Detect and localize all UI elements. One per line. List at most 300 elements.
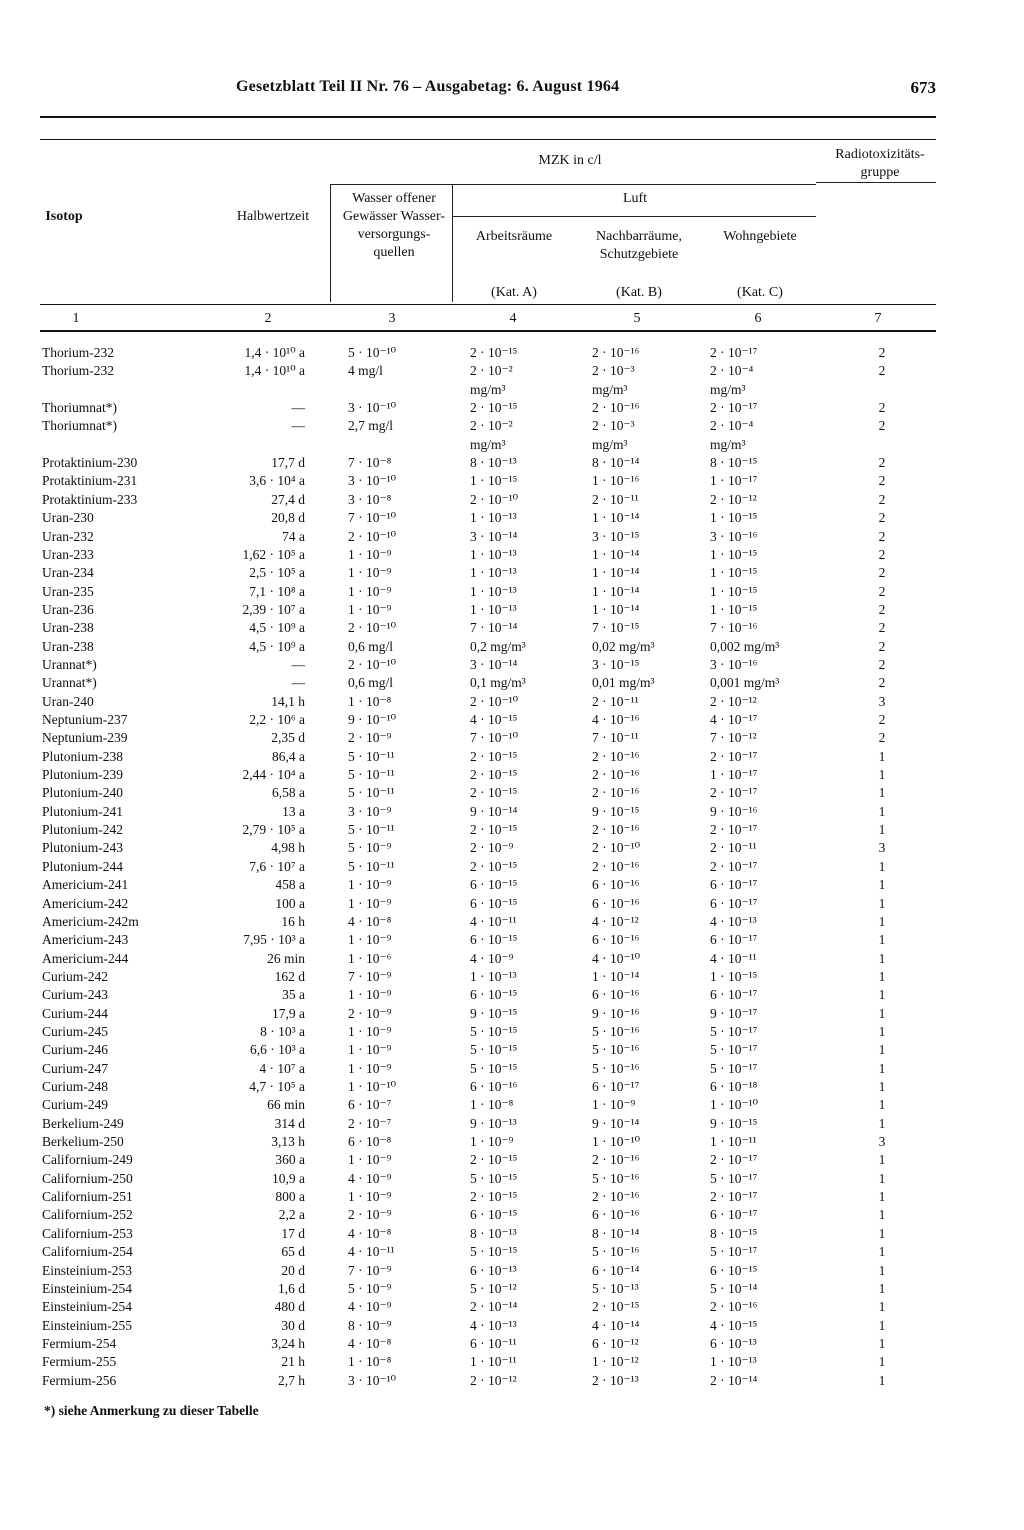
isotope-cell: Californium-249 bbox=[42, 1152, 133, 1168]
col-num-3: 3 bbox=[388, 311, 396, 326]
isotope-cell: Uran-234 bbox=[42, 565, 94, 581]
table-row bbox=[0, 1262, 1024, 1280]
kat-b-cell: 2 · 10⁻¹⁵ bbox=[592, 1299, 640, 1315]
group-cell: 1 bbox=[878, 1280, 886, 1296]
air-rule bbox=[452, 216, 816, 217]
group-cell: 2 bbox=[878, 363, 886, 379]
col-num-1: 1 bbox=[72, 311, 80, 326]
table-row bbox=[0, 381, 1024, 399]
table-row bbox=[0, 344, 1024, 362]
water-cell: 1 · 10⁻⁹ bbox=[348, 546, 392, 562]
table-row bbox=[0, 509, 1024, 527]
water-cell: 1 · 10⁻⁹ bbox=[348, 877, 392, 893]
kat-b-cell: 2 · 10⁻¹¹ bbox=[592, 491, 639, 507]
kat-c-cell: 6 · 10⁻¹³ bbox=[710, 1335, 757, 1351]
kat-c-cell: 5 · 10⁻¹⁷ bbox=[710, 1244, 758, 1260]
half-life-cell: — bbox=[291, 656, 305, 672]
group-cell: 1 bbox=[878, 1189, 886, 1205]
isotope-cell: Californium-252 bbox=[42, 1207, 133, 1223]
isotope-cell: Plutonium-239 bbox=[42, 767, 124, 783]
kat-b-cell: 1 · 10⁻¹⁴ bbox=[592, 968, 640, 984]
kat-c-cell: 4 · 10⁻¹³ bbox=[710, 913, 757, 929]
water-cell: 1 · 10⁻⁸ bbox=[348, 693, 392, 709]
kat-b-cell: 1 · 10⁻¹⁶ bbox=[592, 473, 640, 489]
kat-b-cell: 2 · 10⁻¹⁶ bbox=[592, 1189, 640, 1205]
kat-b-cell: 9 · 10⁻¹⁵ bbox=[592, 803, 640, 819]
kat-a-cell: 0,1 mg/m³ bbox=[470, 675, 526, 691]
group-cell: 1 bbox=[878, 1372, 886, 1388]
group-cell: 1 bbox=[878, 1244, 886, 1260]
kat-c-cell: 6 · 10⁻¹⁷ bbox=[710, 932, 758, 948]
isotope-cell: Neptunium-239 bbox=[42, 730, 128, 746]
kat-b-cell: 5 · 10⁻¹⁶ bbox=[592, 1060, 640, 1076]
table-row bbox=[0, 895, 1024, 913]
kat-a-cell: 6 · 10⁻¹⁵ bbox=[470, 895, 518, 911]
isotope-cell: Curium-248 bbox=[42, 1079, 108, 1094]
kat-b-cell: 4 · 10⁻¹⁴ bbox=[592, 1317, 640, 1333]
group-cell: 2 bbox=[878, 400, 886, 416]
kat-b-cell: 6 · 10⁻¹⁶ bbox=[592, 987, 640, 1003]
kat-c-cell: 2 · 10⁻¹² bbox=[710, 693, 757, 709]
kat-b-cell: 9 · 10⁻¹⁶ bbox=[592, 1005, 640, 1021]
kat-a-cell: 6 · 10⁻¹⁵ bbox=[470, 932, 518, 948]
isotope-cell: Americium-242 bbox=[42, 895, 129, 911]
group-cell: 2 bbox=[878, 583, 886, 599]
table-row bbox=[0, 472, 1024, 490]
kat-c-cell: 6 · 10⁻¹⁷ bbox=[710, 877, 758, 893]
kat-a-cell: 6 · 10⁻¹⁵ bbox=[470, 877, 518, 893]
water-cell: 7 · 10⁻⁹ bbox=[348, 1262, 392, 1278]
kat-b-cell: mg/m³ bbox=[592, 381, 628, 397]
half-life-cell: 458 a bbox=[275, 877, 305, 893]
kat-c-cell: 2 · 10⁻¹⁷ bbox=[710, 1152, 758, 1168]
table-row bbox=[0, 711, 1024, 729]
half-life-cell: 4,5 · 10⁹ a bbox=[249, 638, 305, 654]
col-head-kat-b: (Kat. B) bbox=[616, 285, 662, 300]
group-cell: 1 bbox=[878, 1317, 886, 1333]
group-cell: 1 bbox=[878, 785, 886, 801]
group-cell: 1 bbox=[878, 1097, 886, 1113]
half-life-cell: 6,6 · 10³ a bbox=[249, 1042, 305, 1058]
group-cell: 1 bbox=[878, 1005, 886, 1021]
kat-b-cell: 7 · 10⁻¹⁵ bbox=[592, 620, 640, 636]
kat-a-cell: 7 · 10⁻¹⁰ bbox=[470, 730, 519, 746]
water-cell: 3 · 10⁻⁹ bbox=[348, 803, 392, 819]
kat-c-cell: 5 · 10⁻¹⁴ bbox=[710, 1280, 758, 1296]
kat-c-cell: 4 · 10⁻¹⁵ bbox=[710, 1317, 758, 1333]
water-cell: 1 · 10⁻¹⁰ bbox=[348, 1079, 397, 1094]
group-cell: 2 bbox=[878, 620, 886, 636]
kat-a-cell: 2 · 10⁻¹⁰ bbox=[470, 693, 519, 709]
isotope-cell: Uran-238 bbox=[42, 620, 94, 636]
kat-c-cell: 9 · 10⁻¹⁷ bbox=[710, 1005, 758, 1021]
header-title: Gesetzblatt Teil II Nr. 76 – Ausgabetag: 6. August 1964 bbox=[236, 78, 620, 95]
kat-a-cell: 2 · 10⁻² bbox=[470, 363, 513, 379]
kat-b-cell: 5 · 10⁻¹⁶ bbox=[592, 1042, 640, 1058]
half-life-cell: 2,7 h bbox=[278, 1372, 305, 1388]
kat-a-cell: 1 · 10⁻¹³ bbox=[470, 565, 517, 581]
kat-a-cell: 1 · 10⁻⁸ bbox=[470, 1097, 514, 1113]
kat-a-cell: 9 · 10⁻¹⁴ bbox=[470, 803, 518, 819]
col-head-neighbor: Nachbarräume, Schutzgebiete bbox=[596, 229, 682, 262]
water-cell: 5 · 10⁻¹¹ bbox=[348, 785, 395, 801]
numbers-bottom-rule bbox=[40, 330, 936, 332]
table-row bbox=[0, 528, 1024, 546]
half-life-cell: 2,44 · 10⁴ a bbox=[242, 767, 305, 783]
group-cell: 1 bbox=[878, 1170, 886, 1186]
kat-c-cell: 9 · 10⁻¹⁵ bbox=[710, 1115, 758, 1131]
table-row bbox=[0, 1005, 1024, 1023]
group-cell: 2 bbox=[878, 565, 886, 581]
half-life-cell: 3,13 h bbox=[271, 1134, 305, 1150]
kat-a-cell: 6 · 10⁻¹⁵ bbox=[470, 1207, 518, 1223]
kat-b-cell: 1 · 10⁻⁹ bbox=[592, 1097, 636, 1113]
isotope-cell: Uran-230 bbox=[42, 510, 94, 526]
kat-c-cell: 3 · 10⁻¹⁶ bbox=[710, 528, 758, 544]
isotope-cell: Thorium-232 bbox=[42, 345, 114, 360]
kat-b-cell: 1 · 10⁻¹⁴ bbox=[592, 510, 640, 526]
isotope-cell: Californium-254 bbox=[42, 1244, 133, 1260]
table-row bbox=[0, 417, 1024, 435]
half-life-cell: 1,4 · 10¹⁰ a bbox=[244, 363, 305, 379]
group-cell: 1 bbox=[878, 877, 886, 893]
water-cell: 1 · 10⁻⁹ bbox=[348, 601, 392, 617]
kat-c-cell: 4 · 10⁻¹¹ bbox=[710, 950, 757, 966]
water-cell: 1 · 10⁻⁹ bbox=[348, 1189, 392, 1205]
kat-c-cell: 2 · 10⁻¹⁷ bbox=[710, 748, 758, 764]
group-cell: 1 bbox=[878, 950, 886, 966]
col-head-work: Arbeitsräume bbox=[475, 229, 553, 244]
kat-a-cell: 2 · 10⁻¹⁵ bbox=[470, 767, 518, 783]
water-cell: 2 · 10⁻⁹ bbox=[348, 1005, 392, 1021]
table-row bbox=[0, 693, 1024, 711]
water-cell: 5 · 10⁻⁹ bbox=[348, 1280, 392, 1296]
table-row bbox=[0, 1078, 1024, 1096]
kat-a-cell: 3 · 10⁻¹⁴ bbox=[470, 528, 518, 544]
kat-b-cell: 2 · 10⁻¹⁶ bbox=[592, 785, 640, 801]
half-life-cell: 3,24 h bbox=[271, 1335, 305, 1351]
water-cell: 1 · 10⁻⁹ bbox=[348, 583, 392, 599]
kat-b-cell: 0,01 mg/m³ bbox=[592, 675, 655, 691]
kat-c-cell: 1 · 10⁻¹⁵ bbox=[710, 601, 758, 617]
half-life-cell: 162 d bbox=[274, 968, 305, 984]
group-cell: 2 bbox=[878, 491, 886, 507]
kat-c-cell: 0,001 mg/m³ bbox=[710, 675, 780, 691]
half-life-cell: — bbox=[291, 418, 305, 434]
half-life-cell: 14,1 h bbox=[271, 693, 305, 709]
group-cell: 1 bbox=[878, 1335, 886, 1351]
isotope-cell: Curium-246 bbox=[42, 1042, 108, 1058]
half-life-cell: 66 min bbox=[267, 1097, 305, 1113]
water-cell: 1 · 10⁻⁹ bbox=[348, 1152, 392, 1168]
half-life-cell: 800 a bbox=[275, 1189, 305, 1205]
kat-a-cell: 2 · 10⁻¹⁵ bbox=[470, 1189, 518, 1205]
half-life-cell: 17,7 d bbox=[271, 455, 305, 471]
kat-c-cell: 2 · 10⁻¹² bbox=[710, 491, 757, 507]
kat-c-cell: 1 · 10⁻¹⁵ bbox=[710, 546, 758, 562]
kat-c-cell: 6 · 10⁻¹⁷ bbox=[710, 987, 758, 1003]
water-cell: 1 · 10⁻⁶ bbox=[348, 950, 392, 966]
col-num-6: 6 bbox=[754, 311, 762, 326]
isotope-cell: Curium-245 bbox=[42, 1023, 108, 1039]
kat-c-cell: 2 · 10⁻⁴ bbox=[710, 418, 754, 434]
kat-c-cell: 6 · 10⁻¹⁵ bbox=[710, 1262, 758, 1278]
kat-a-cell: 1 · 10⁻¹¹ bbox=[470, 1354, 517, 1370]
isotope-cell: Protaktinium-230 bbox=[42, 455, 138, 471]
water-cell: 1 · 10⁻⁹ bbox=[348, 987, 392, 1003]
table-row bbox=[0, 1023, 1024, 1041]
kat-b-cell: 8 · 10⁻¹⁴ bbox=[592, 455, 640, 471]
page-number: 673 bbox=[910, 78, 936, 97]
col-head-air: Luft bbox=[622, 191, 648, 206]
water-cell: 2,7 mg/l bbox=[348, 418, 394, 434]
water-cell: 4 · 10⁻⁸ bbox=[348, 913, 392, 929]
kat-a-cell: 4 · 10⁻¹⁵ bbox=[470, 712, 518, 727]
table-row bbox=[0, 1225, 1024, 1243]
isotope-cell: Thorium-232 bbox=[42, 363, 114, 379]
half-life-cell: 2,39 · 10⁷ a bbox=[242, 601, 305, 617]
half-life-cell: 30 d bbox=[281, 1317, 305, 1333]
kat-b-cell: 6 · 10⁻¹⁷ bbox=[592, 1079, 640, 1094]
half-life-cell: 4,7 · 10⁵ a bbox=[249, 1079, 305, 1094]
kat-a-cell: 4 · 10⁻⁹ bbox=[470, 950, 514, 966]
table-row bbox=[0, 839, 1024, 857]
table-row bbox=[0, 1041, 1024, 1059]
isotope-cell: Plutonium-242 bbox=[42, 822, 124, 838]
col-head-residential: Wohngebiete bbox=[723, 229, 797, 244]
kat-b-cell: 2 · 10⁻¹⁶ bbox=[592, 400, 640, 416]
kat-a-cell: 5 · 10⁻¹⁵ bbox=[470, 1023, 518, 1039]
kat-a-cell: 1 · 10⁻¹³ bbox=[470, 510, 517, 526]
kat-b-cell: 2 · 10⁻¹⁶ bbox=[592, 1152, 640, 1168]
kat-b-cell: 6 · 10⁻¹⁶ bbox=[592, 932, 640, 948]
kat-b-cell: 2 · 10⁻³ bbox=[592, 418, 635, 434]
water-cell: 4 · 10⁻⁸ bbox=[348, 1335, 392, 1351]
half-life-cell: 100 a bbox=[275, 895, 305, 911]
group-cell: 1 bbox=[878, 1115, 886, 1131]
kat-b-cell: 2 · 10⁻¹⁶ bbox=[592, 345, 640, 360]
kat-a-cell: 7 · 10⁻¹⁴ bbox=[470, 620, 518, 636]
col-head-radiotox: Radiotoxizitäts- gruppe bbox=[835, 147, 925, 180]
group-cell: 1 bbox=[878, 1152, 886, 1168]
isotope-cell: Plutonium-238 bbox=[42, 748, 124, 764]
kat-a-cell: 5 · 10⁻¹⁵ bbox=[470, 1060, 518, 1076]
water-cell: 7 · 10⁻⁸ bbox=[348, 455, 392, 471]
group-cell: 1 bbox=[878, 913, 886, 929]
table-row bbox=[0, 1298, 1024, 1316]
kat-a-cell: 1 · 10⁻¹³ bbox=[470, 968, 517, 984]
water-cell: 2 · 10⁻⁷ bbox=[348, 1115, 392, 1131]
table-row bbox=[0, 1188, 1024, 1206]
isotope-cell: Uran-240 bbox=[42, 693, 94, 709]
kat-c-cell: 2 · 10⁻¹⁶ bbox=[710, 1299, 758, 1315]
isotope-cell: Curium-242 bbox=[42, 968, 108, 984]
col-head-water: Wasser offener Gewässer Wasser- versorgungs- quellen bbox=[342, 191, 446, 260]
kat-b-cell: 6 · 10⁻¹⁶ bbox=[592, 1207, 640, 1223]
isotope-cell: Uran-238 bbox=[42, 638, 94, 654]
kat-a-cell: 3 · 10⁻¹⁴ bbox=[470, 656, 518, 672]
water-cell: 9 · 10⁻¹⁰ bbox=[348, 712, 397, 727]
group-cell: 2 bbox=[878, 601, 886, 617]
half-life-cell: 3,6 · 10⁴ a bbox=[249, 473, 305, 489]
kat-c-cell: 1 · 10⁻¹⁵ bbox=[710, 510, 758, 526]
kat-b-cell: 5 · 10⁻¹³ bbox=[592, 1280, 639, 1296]
col-head-kat-a: (Kat. A) bbox=[491, 285, 537, 300]
kat-a-cell: 6 · 10⁻¹¹ bbox=[470, 1335, 517, 1351]
group-cell: 1 bbox=[878, 748, 886, 764]
kat-b-cell: 9 · 10⁻¹⁴ bbox=[592, 1115, 640, 1131]
kat-c-cell: 6 · 10⁻¹⁷ bbox=[710, 1207, 758, 1223]
table-row bbox=[0, 1335, 1024, 1353]
water-cell: 7 · 10⁻¹⁰ bbox=[348, 510, 397, 526]
kat-b-cell: 2 · 10⁻³ bbox=[592, 363, 635, 379]
table-row bbox=[0, 968, 1024, 986]
table-row bbox=[0, 729, 1024, 747]
group-cell: 1 bbox=[878, 932, 886, 948]
kat-c-cell: 1 · 10⁻¹⁵ bbox=[710, 583, 758, 599]
kat-c-cell: 2 · 10⁻¹¹ bbox=[710, 840, 757, 856]
kat-b-cell: 2 · 10⁻¹³ bbox=[592, 1372, 639, 1388]
isotope-cell: Californium-253 bbox=[42, 1225, 133, 1241]
kat-b-cell: 2 · 10⁻¹⁶ bbox=[592, 858, 640, 874]
isotope-cell: Americium-242m bbox=[42, 913, 139, 929]
half-life-cell: 17 d bbox=[281, 1225, 305, 1241]
water-cell: 4 · 10⁻⁸ bbox=[348, 1225, 392, 1241]
kat-b-cell: 0,02 mg/m³ bbox=[592, 638, 655, 654]
kat-a-cell: 9 · 10⁻¹³ bbox=[470, 1115, 517, 1131]
kat-b-cell: 2 · 10⁻¹⁶ bbox=[592, 822, 640, 838]
group-cell: 1 bbox=[878, 1042, 886, 1058]
water-cell: 2 · 10⁻¹⁰ bbox=[348, 656, 397, 672]
isotope-cell: Thoriumnat*) bbox=[42, 418, 117, 434]
half-life-cell: 6,58 a bbox=[272, 785, 305, 801]
water-cell: 4 · 10⁻¹¹ bbox=[348, 1244, 395, 1260]
kat-a-cell: 8 · 10⁻¹³ bbox=[470, 1225, 517, 1241]
table-row bbox=[0, 876, 1024, 894]
kat-c-cell: 5 · 10⁻¹⁷ bbox=[710, 1060, 758, 1076]
water-cell: 5 · 10⁻¹¹ bbox=[348, 858, 395, 874]
kat-b-cell: 4 · 10⁻¹⁰ bbox=[592, 950, 641, 966]
kat-a-cell: 2 · 10⁻⁹ bbox=[470, 840, 514, 856]
kat-a-cell: 6 · 10⁻¹³ bbox=[470, 1262, 517, 1278]
isotope-cell: Uran-235 bbox=[42, 583, 94, 599]
isotope-cell: Fermium-256 bbox=[42, 1372, 117, 1388]
kat-a-cell: 6 · 10⁻¹⁵ bbox=[470, 987, 518, 1003]
isotope-cell: Fermium-255 bbox=[42, 1354, 117, 1370]
kat-c-cell: 8 · 10⁻¹⁵ bbox=[710, 1225, 758, 1241]
isotope-cell: Californium-250 bbox=[42, 1170, 133, 1186]
group-cell: 2 bbox=[878, 730, 886, 746]
kat-c-cell: 4 · 10⁻¹⁷ bbox=[710, 712, 758, 727]
group-cell: 2 bbox=[878, 638, 886, 654]
group-cell: 1 bbox=[878, 858, 886, 874]
kat-c-cell: 8 · 10⁻¹⁵ bbox=[710, 455, 758, 471]
half-life-cell: — bbox=[291, 400, 305, 416]
table-header bbox=[0, 0, 1024, 340]
table-row bbox=[0, 986, 1024, 1004]
group-cell: 1 bbox=[878, 1023, 886, 1039]
kat-b-cell: 2 · 10⁻¹⁰ bbox=[592, 840, 641, 856]
kat-c-cell: 7 · 10⁻¹² bbox=[710, 730, 757, 746]
group-cell: 2 bbox=[878, 418, 886, 434]
kat-a-cell: 2 · 10⁻¹⁵ bbox=[470, 748, 518, 764]
col-head-kat-c: (Kat. C) bbox=[737, 285, 783, 300]
table-row bbox=[0, 1133, 1024, 1151]
kat-b-cell: 1 · 10⁻¹⁴ bbox=[592, 546, 640, 562]
kat-a-cell: 2 · 10⁻¹⁵ bbox=[470, 858, 518, 874]
kat-c-cell: mg/m³ bbox=[710, 436, 746, 452]
kat-c-cell: 1 · 10⁻¹¹ bbox=[710, 1134, 757, 1150]
kat-c-cell: 2 · 10⁻¹⁷ bbox=[710, 400, 758, 416]
water-cell: 3 · 10⁻⁸ bbox=[348, 491, 392, 507]
water-cell: 1 · 10⁻⁹ bbox=[348, 565, 392, 581]
kat-a-cell: 4 · 10⁻¹³ bbox=[470, 1317, 517, 1333]
half-life-cell: 480 d bbox=[274, 1299, 305, 1315]
kat-b-cell: 4 · 10⁻¹² bbox=[592, 913, 639, 929]
kat-c-cell: 1 · 10⁻¹⁵ bbox=[710, 968, 758, 984]
kat-b-cell: 1 · 10⁻¹⁰ bbox=[592, 1134, 641, 1150]
kat-b-cell: 5 · 10⁻¹⁶ bbox=[592, 1023, 640, 1039]
table-row bbox=[0, 399, 1024, 417]
table-row bbox=[0, 803, 1024, 821]
half-life-cell: 4 · 10⁷ a bbox=[259, 1060, 305, 1076]
kat-a-cell: 2 · 10⁻¹⁴ bbox=[470, 1299, 518, 1315]
kat-b-cell: 7 · 10⁻¹¹ bbox=[592, 730, 639, 746]
kat-b-cell: mg/m³ bbox=[592, 436, 628, 452]
group-cell: 2 bbox=[878, 455, 886, 471]
kat-c-cell: 1 · 10⁻¹³ bbox=[710, 1354, 757, 1370]
water-cell: 7 · 10⁻⁹ bbox=[348, 968, 392, 984]
half-life-cell: 8 · 10³ a bbox=[260, 1023, 305, 1039]
kat-b-cell: 1 · 10⁻¹² bbox=[592, 1354, 639, 1370]
table-row bbox=[0, 1372, 1024, 1390]
kat-b-cell: 1 · 10⁻¹⁴ bbox=[592, 583, 640, 599]
table-row bbox=[0, 362, 1024, 380]
kat-c-cell: 6 · 10⁻¹⁷ bbox=[710, 895, 758, 911]
water-cell: 8 · 10⁻⁹ bbox=[348, 1317, 392, 1333]
kat-a-cell: 8 · 10⁻¹³ bbox=[470, 455, 517, 471]
table-row bbox=[0, 1115, 1024, 1133]
col-num-7: 7 bbox=[874, 311, 882, 326]
kat-c-cell: 3 · 10⁻¹⁶ bbox=[710, 656, 758, 672]
kat-c-cell: mg/m³ bbox=[710, 381, 746, 397]
col-num-5: 5 bbox=[633, 311, 641, 326]
mzk-rule bbox=[330, 184, 816, 185]
half-life-cell: 1,4 · 10¹⁰ a bbox=[244, 345, 305, 360]
kat-b-cell: 5 · 10⁻¹⁶ bbox=[592, 1170, 640, 1186]
half-life-cell: 4,5 · 10⁹ a bbox=[249, 620, 305, 636]
kat-b-cell: 6 · 10⁻¹² bbox=[592, 1335, 639, 1351]
water-cell: 4 mg/l bbox=[348, 363, 383, 379]
group-cell: 1 bbox=[878, 987, 886, 1003]
half-life-cell: — bbox=[291, 675, 305, 691]
group-cell: 3 bbox=[878, 693, 886, 709]
isotope-cell: Einsteinium-254 bbox=[42, 1299, 132, 1315]
table-row bbox=[0, 1206, 1024, 1224]
table-row bbox=[0, 931, 1024, 949]
kat-a-cell: 2 · 10⁻¹⁵ bbox=[470, 1152, 518, 1168]
half-life-cell: 1,6 d bbox=[278, 1280, 305, 1296]
half-life-cell: 7,95 · 10³ a bbox=[243, 932, 305, 948]
group-cell: 1 bbox=[878, 1354, 886, 1370]
kat-a-cell: 1 · 10⁻⁹ bbox=[470, 1134, 514, 1150]
water-cell: 4 · 10⁻⁹ bbox=[348, 1170, 392, 1186]
kat-c-cell: 7 · 10⁻¹⁶ bbox=[710, 620, 758, 636]
kat-c-cell: 1 · 10⁻¹⁷ bbox=[710, 767, 758, 783]
half-life-cell: 4,98 h bbox=[271, 840, 305, 856]
table-row bbox=[0, 454, 1024, 472]
isotope-cell: Protaktinium-231 bbox=[42, 473, 138, 489]
